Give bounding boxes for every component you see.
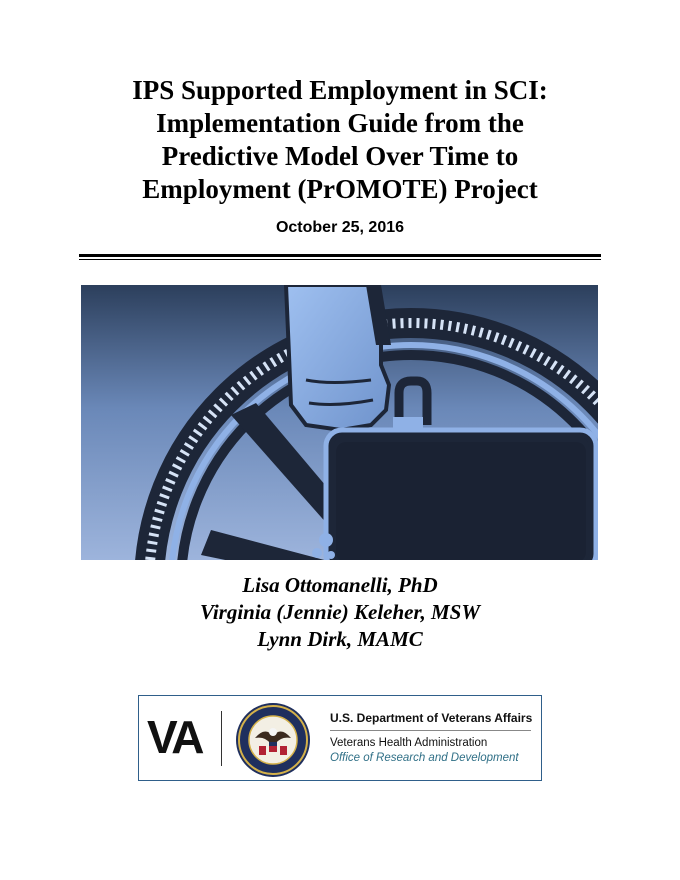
author-1: Lisa Ottomanelli, PhD: [242, 573, 438, 597]
title-divider-thick: [79, 254, 601, 257]
department-name: U.S. Department of Veterans Affairs: [330, 711, 533, 725]
va-logo-banner: [138, 695, 542, 781]
va-mark-logo: VA: [147, 711, 202, 763]
author-3: Lynn Dirk, MAMC: [257, 627, 423, 651]
title-divider-thin: [79, 259, 601, 260]
office-name: Office of Research and Development: [330, 752, 519, 764]
title-line-3: Predictive Model Over Time to: [161, 141, 519, 171]
department-seal-icon: [235, 702, 311, 778]
document-date: October 25, 2016: [275, 219, 405, 236]
author-2: Virginia (Jennie) Keleher, MSW: [199, 600, 481, 624]
administration-name: Veterans Health Administration: [330, 737, 488, 749]
logo-divider: [221, 711, 222, 766]
cover-illustration: [81, 285, 598, 560]
title-line-4: Employment (PrOMOTE) Project: [142, 174, 538, 204]
document-title: [60, 74, 620, 206]
hand-shape: [286, 285, 391, 430]
title-line-2: Implementation Guide from the: [156, 108, 524, 138]
department-rule: [330, 730, 531, 731]
author-list: [0, 572, 680, 653]
title-line-1: IPS Supported Employment in SCI:: [132, 75, 548, 105]
wheelchair-hand-briefcase-illustration: [81, 285, 598, 560]
